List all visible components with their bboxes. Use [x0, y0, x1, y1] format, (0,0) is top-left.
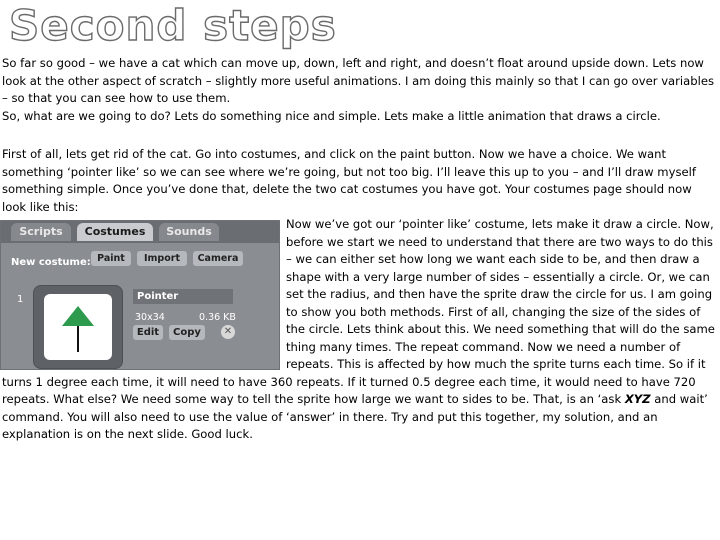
tab-costumes[interactable]: Costumes — [77, 223, 153, 241]
camera-button[interactable]: Camera — [193, 251, 243, 266]
circle-paragraph — [2, 216, 718, 444]
costume-dimensions: 30x34 — [135, 312, 165, 323]
delete-costume-icon[interactable]: ✕ — [221, 325, 235, 339]
circle-text-a: Now we’ve got our ‘pointer like’ costume, lets make it draw a circle. Now, before we start we need to understand that there are two ways to do this – we can either set how long we want each side to be, and then draw a shape with a very large number of sides – essentially a circle. Or, we can set the radius, and then have the sprite draw the circle for us. I am going to show you both methods. First of all, changing the size of the sides of the circle. Lets think about this. We need something that will do the same thing many times. The repeat command. Now we need a number of repeats. This is affected by how much the sprite turns each time. So if it turns 1 degree each time, it will need to have 360 repeats. If it turned 0.5 degree each time, it would need to have 720 repeats. What else? We need some way to tell the sprite how large we want to sides to be. That, is an ‘ask — [2, 217, 715, 406]
tab-scripts[interactable]: Scripts — [11, 223, 71, 241]
edit-button[interactable]: Edit — [133, 325, 163, 340]
intro-question: So, what are we going to do? Lets do something nice and simple. Lets make a little animation that draws a circle. — [2, 108, 661, 123]
pointer-icon — [44, 294, 112, 360]
circle-text-b: and wait’ command. You will also need to use the value of ‘answer’ in there. Try and put this together, my solution, and an explanation is on the next slide. Good luck. — [2, 392, 708, 441]
intro-paragraph — [2, 55, 716, 125]
tab-sounds[interactable]: Sounds — [159, 223, 219, 241]
costume-size: 0.36 KB — [199, 312, 236, 323]
paint-button[interactable]: Paint — [91, 251, 131, 266]
costume-name-field[interactable]: Pointer — [133, 289, 233, 304]
new-costume-label: New costume: — [11, 257, 91, 268]
intro-text: So far so good – we have a cat which can move up, down, left and right, and doesn’t float around upside down. Lets now look at the other aspect of scratch – slightly more useful animations. I am doing this mainly so that I can go over variables – so that you can see how to use them. — [2, 56, 715, 105]
copy-button[interactable]: Copy — [169, 325, 205, 340]
import-button[interactable]: Import — [137, 251, 187, 266]
instructions-paragraph — [2, 146, 716, 216]
tab-bar — [1, 221, 279, 243]
scratch-costumes-panel — [0, 220, 280, 370]
instructions-text: First of all, lets get rid of the cat. Go into costumes, and click on the paint button. Now we have a choice. We want something ‘pointer like’ so we can see where we’re going, but not too big. I’ll leave this up to you – and I’ll draw myself something simple. Once you’ve done that, delete the two cat costumes you have got. Your costumes page should now look like this: — [2, 147, 696, 214]
costume-index: 1 — [17, 294, 24, 305]
circle-text-emphasis: XYZ — [624, 392, 651, 406]
slide-title: Second steps — [9, 1, 337, 50]
costume-thumbnail — [44, 294, 112, 360]
costumes-screenshot — [0, 220, 280, 370]
costume-thumbnail-frame[interactable] — [33, 285, 123, 369]
